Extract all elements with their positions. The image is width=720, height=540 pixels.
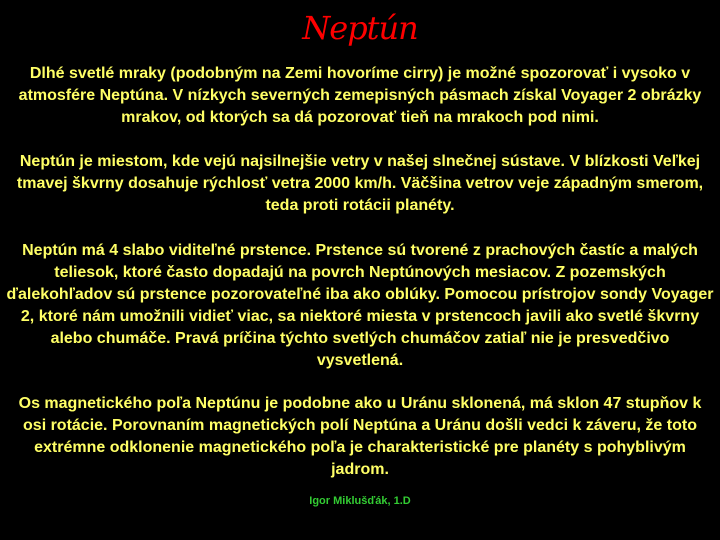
slide-title: Neptún (302, 9, 418, 47)
author-credit: Igor Miklušďák, 1.D (309, 495, 411, 507)
paragraph-magnetic-field: Os magnetického poľa Neptúnu je podobne ako u Uránu sklonená, má sklon 47 stupňov k osi rotácie. Porovnaním magnetických polí Neptúna a Uránu došli vedci k záveru, že toto extrémne odklonenie magnetického poľa je charakteristické pre planéty s pohyblivým jadrom. (18, 395, 702, 478)
paragraph-winds: Neptún je miestom, kde vejú najsilnejšie vetry v našej slnečnej sústave. V blízkosti Veľkej tmavej škvrny dosahuje rýchlosť vetra 2000 km/h. Väčšina vetrov veje západným smerom, teda proti rotácii planéty. (16, 153, 704, 214)
paragraph-clouds: Dlhé svetlé mraky (podobným na Zemi hovoríme cirry) je možné spozorovať i vysoko v atmosfére Neptúna. V nízkych severných zemepisných pásmach získal Voyager 2 obrázky mrakov, od ktorých sa dá pozorovať tieň na mrakoch pod nimi. (18, 65, 702, 126)
paragraph-rings: Neptún má 4 slabo viditeľné prstence. Prstence sú tvorené z prachových častíc a malých teliesok, ktoré často dopadajú na povrch Neptúnových mesiacov. Z pozemských ďalekohľadov sú prstence pozorovateľné iba ako oblúky. Pomocou prístrojov sondy Voyager 2, ktoré nám umožnili vidieť viac, sa niektoré miesta v prstencoch javili ako svetlé škvrny alebo chumáče. Pravá príčina týchto svetlých chumáčov zatiaľ nie je presvedčivo vysvetlená. (6, 242, 714, 369)
